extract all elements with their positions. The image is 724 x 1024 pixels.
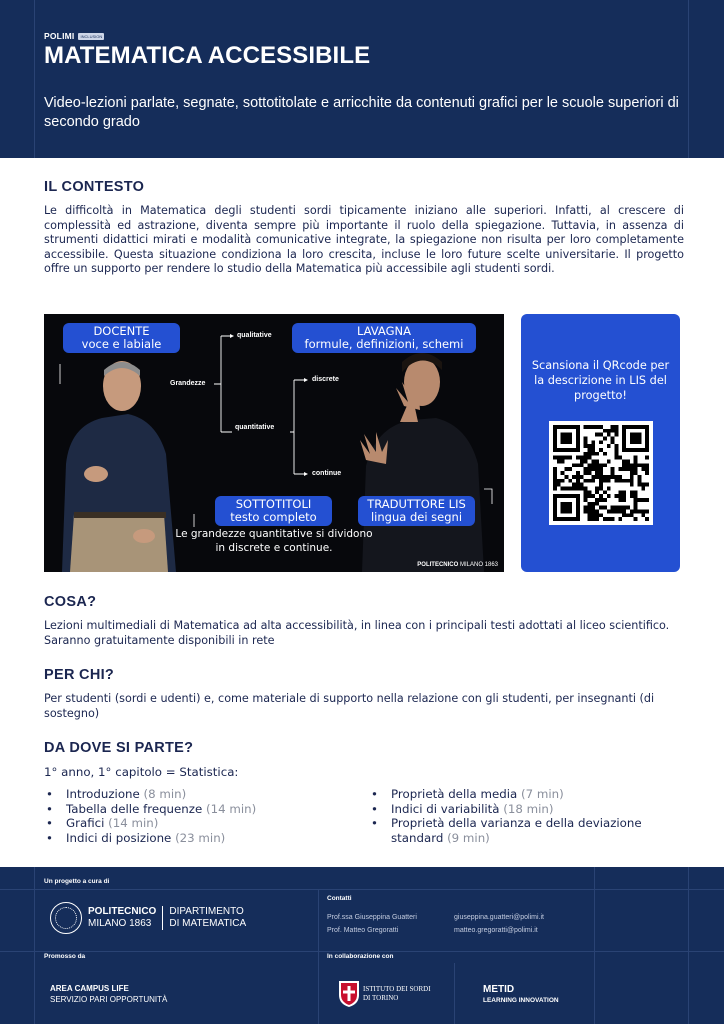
caption-line-1: Le grandezze quantitative si dividono <box>175 528 373 540</box>
lesson-duration: (9 min) <box>447 830 490 845</box>
grid-line <box>454 963 455 1024</box>
metid-line-2: LEARNING INNOVATION <box>483 997 559 1004</box>
lesson-item <box>44 816 344 831</box>
section-title-cosa: COSA? <box>44 594 97 610</box>
dipartimento-name <box>169 906 246 930</box>
video-subtitle-caption <box>44 527 504 555</box>
label-traduttore-lis <box>358 496 475 526</box>
lesson-list-left <box>44 787 344 845</box>
lesson-list-right <box>369 787 669 845</box>
lesson-duration: (8 min) <box>143 787 187 801</box>
footer-label-contatti: Contatti <box>327 895 352 902</box>
label-docente-sub: voce e labiale <box>81 337 162 351</box>
grid-line <box>0 889 724 890</box>
section-text-cosa: Lezioni multimediali di Matematica ad alta accessibilità, in linea con i principali testi adottati al liceo scientifico. Saranno gratuitamente disponibili in rete <box>44 619 670 647</box>
grid-line <box>318 889 319 1024</box>
caption-line-2: in discrete e continue. <box>215 542 333 554</box>
dip-line-1: DIPARTIMENTO <box>169 906 244 917</box>
page-subtitle: Video-lezioni parlate, segnate, sottotitolate e arricchite da contenuti grafici per le scuole superiori di secondo grado <box>44 95 679 130</box>
grid-line <box>688 0 689 158</box>
polimi-line-1: POLITECNICO <box>88 906 157 917</box>
diagram-discrete: discrete <box>312 376 339 383</box>
diagram-qualitative: qualitative <box>237 332 272 339</box>
metid-line-1: METID <box>483 984 515 995</box>
section-title-contesto: IL CONTESTO <box>44 179 145 195</box>
lesson-title: Indici di variabilità <box>391 801 504 816</box>
label-lavagna-sub: formule, definizioni, schemi <box>304 337 464 351</box>
lesson-title: Proprietà della media <box>391 787 521 801</box>
contact-name-2: Prof. Matteo Gregoratti <box>327 927 399 934</box>
lesson-title: Tabella delle frequenze <box>66 801 206 816</box>
lesson-duration: (18 min) <box>503 801 554 816</box>
diagram-continue: continue <box>312 470 342 477</box>
polimi-name <box>88 906 156 930</box>
label-sottotitoli <box>215 496 332 526</box>
page-title: MATEMATICA ACCESSIBILE <box>44 42 371 69</box>
label-lavagna-title: LAVAGNA <box>357 324 411 338</box>
lesson-item <box>44 831 344 846</box>
label-sottotitoli-sub: testo completo <box>230 510 317 524</box>
video-preview <box>44 314 504 572</box>
promosso-line-1: AREA CAMPUS LIFE <box>50 984 129 993</box>
contact-name-1: Prof.ssa Giuseppina Guatteri <box>327 914 417 921</box>
section-text-contesto: Le difficoltà in Matematica degli studenti sordi tipicamente iniziano alle superiori. Infatti, al crescere di complessità ed astrazione, diventa sempre più importante il ruolo della spiegazione. Tuttavia, in assenza di strumenti didattici mirati e modalità comunicative integrate, la spiegazione non risulta per loro completamente accessibile. Questa situazione condiziona la loro crescita, incluse le loro future scelte universitarie. Il progetto offre un supporto per rendere lo studio della Matematica più accessibile agli studenti sordi. <box>44 204 684 276</box>
footer-label-promosso: Promosso da <box>44 953 86 960</box>
label-sottotitoli-title: SOTTOTITOLI <box>235 497 312 511</box>
label-traduttore-title: TRADUTTORE LIS <box>367 497 466 511</box>
video-watermark-rest: MILANO 1863 <box>458 562 498 568</box>
section-title-per-chi: PER CHI? <box>44 667 115 683</box>
section-intro-da-dove: 1° anno, 1° capitolo = Statistica: <box>44 765 239 779</box>
lesson-duration: (14 min) <box>108 816 159 831</box>
label-traduttore-sub: lingua dei segni <box>370 510 463 524</box>
qr-code[interactable] <box>549 421 653 525</box>
lesson-title: Proprietà della varianza e della deviazione standard <box>391 816 642 845</box>
contact-email-1[interactable]: giuseppina.guatteri@polimi.it <box>454 914 544 921</box>
grid-line <box>34 867 35 1024</box>
video-watermark-bold: POLITECNICO <box>417 562 459 568</box>
polimi-dipartimento-logo <box>50 902 246 934</box>
logo-text: POLIMI <box>44 31 75 41</box>
grid-line <box>594 867 595 1024</box>
lesson-item <box>44 802 344 817</box>
diagram-root: Grandezze <box>170 380 206 387</box>
polimi-logo <box>44 31 104 41</box>
footer-label-progetto: Un progetto a cura di <box>44 878 110 885</box>
promosso-line-2: SERVIZIO PARI OPPORTUNITÀ <box>50 995 168 1004</box>
section-title-da-dove: DA DOVE SI PARTE? <box>44 740 194 756</box>
qr-code-graphic <box>553 425 649 521</box>
diagram-quantitative: quantitative <box>235 424 275 431</box>
polimi-line-2: MILANO 1863 <box>88 918 152 929</box>
video-watermark <box>417 562 498 568</box>
grid-line <box>34 0 35 158</box>
label-lavagna <box>292 323 476 353</box>
header-banner <box>0 0 724 158</box>
istituto-line-1: ISTITUTO DEI SORDI <box>363 985 431 993</box>
label-docente-title: DOCENTE <box>93 324 150 338</box>
label-docente <box>63 323 180 353</box>
lesson-item <box>44 787 344 802</box>
lesson-duration: (14 min) <box>205 801 257 816</box>
logo-tag: INCLUSION <box>80 33 103 39</box>
lesson-duration: (7 min) <box>520 787 564 801</box>
grid-line <box>688 867 689 1024</box>
logo-divider <box>162 906 163 930</box>
istituto-line-2: DI TORINO <box>363 994 399 1002</box>
contact-email-2[interactable]: matteo.gregoratti@polimi.it <box>454 927 538 934</box>
dip-line-2: DI MATEMATICA <box>169 918 247 929</box>
polimi-seal-icon <box>50 902 82 934</box>
lesson-item <box>369 787 669 802</box>
lesson-title: Grafici <box>66 816 109 831</box>
section-text-per-chi: Per studenti (sordi e udenti) e, come materiale di supporto nella relazione con gli studenti, per insegnanti (di sostegno) <box>44 692 655 720</box>
qr-panel <box>521 314 680 572</box>
qr-instructions: Scansiona il QRcode per la descrizione in LIS del progetto! <box>531 359 670 402</box>
footer-label-collaborazione: In collaborazione con <box>327 953 394 960</box>
grid-line <box>0 951 724 952</box>
lesson-item <box>369 802 669 817</box>
istituto-shield-icon <box>338 980 360 1008</box>
lesson-item <box>369 816 669 845</box>
lesson-duration: (23 min) <box>175 830 226 845</box>
lesson-title: Indici di posizione <box>66 830 176 845</box>
lesson-title: Introduzione <box>66 787 144 801</box>
